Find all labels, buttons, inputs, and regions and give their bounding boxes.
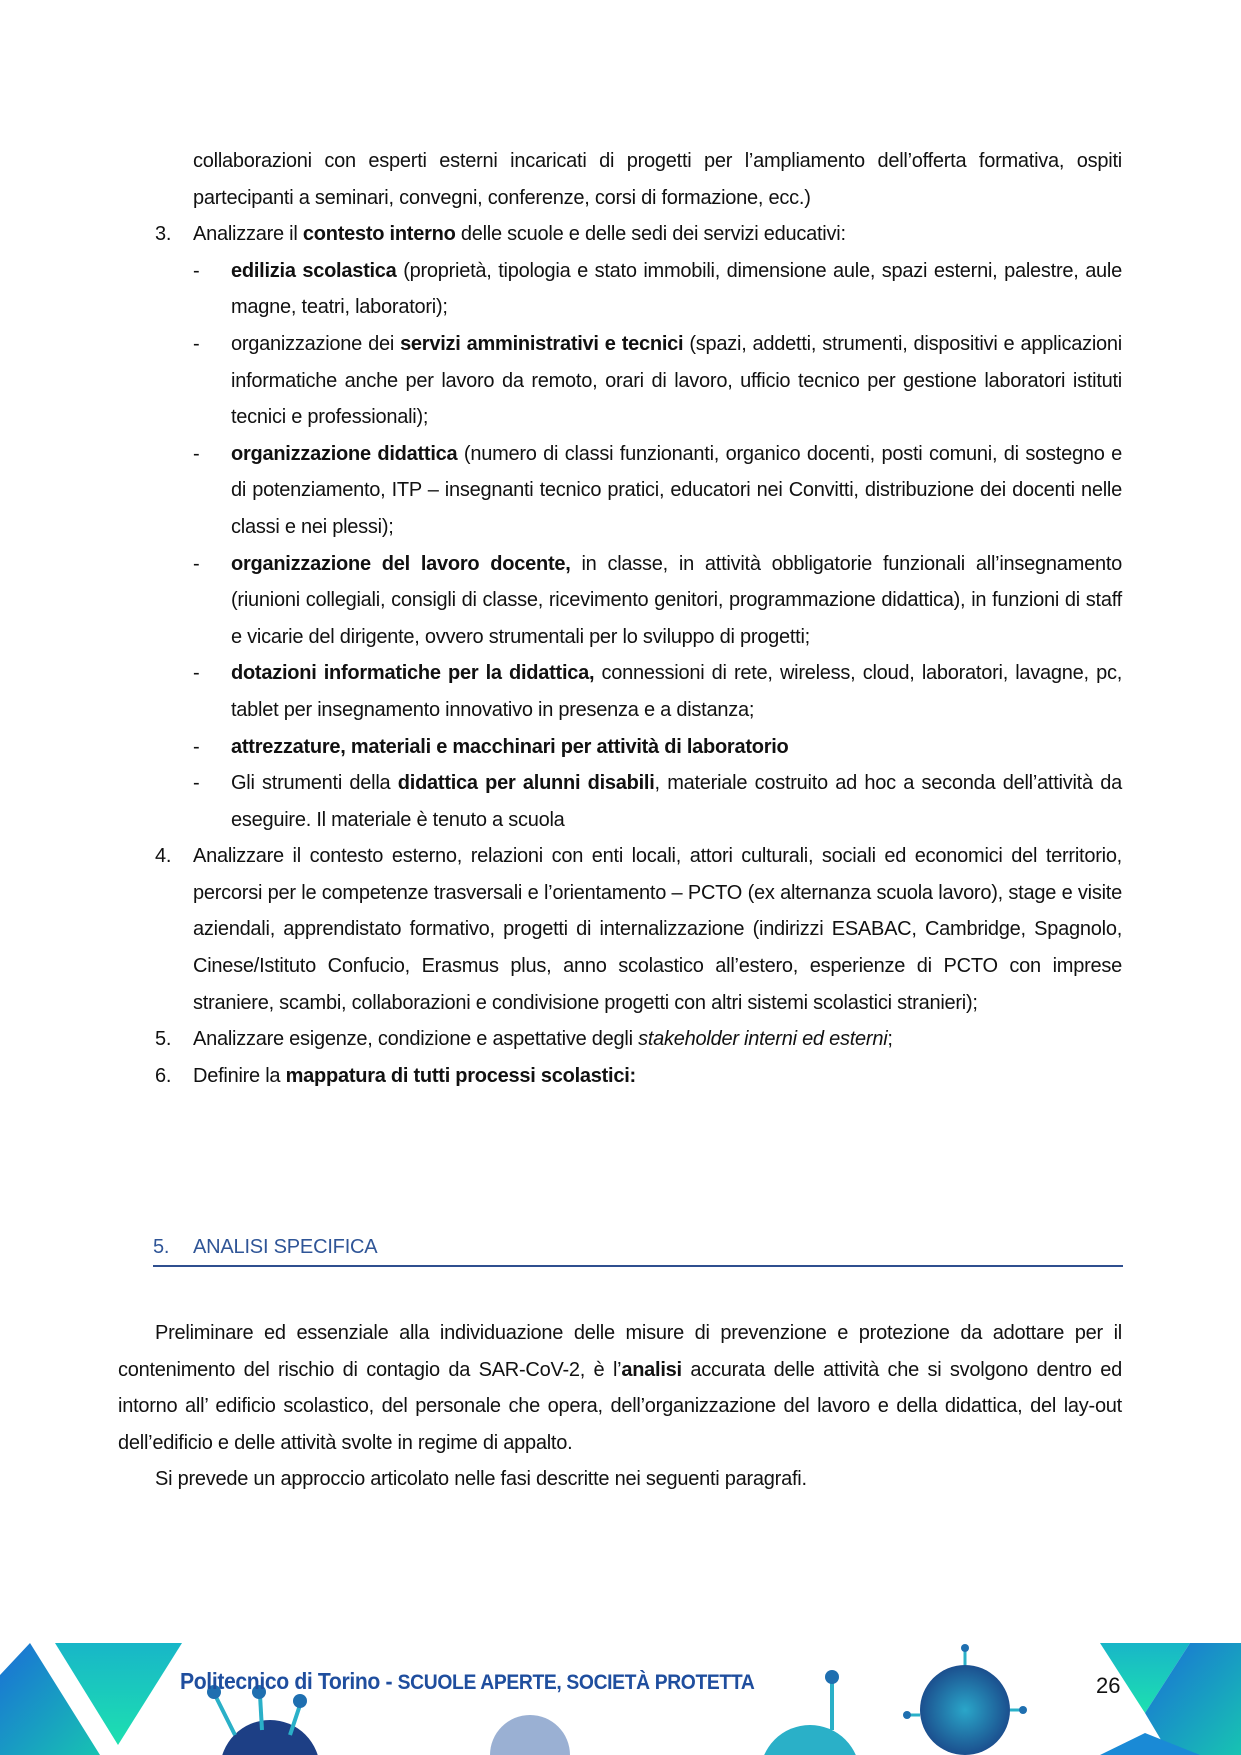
dash-marker: - xyxy=(193,735,200,758)
bullet-item: - edilizia scolastica (proprietà, tipologia e stato immobili, dimensione aule, spazi esterni, palestre, aule magne, teatri, laboratori); xyxy=(193,253,1122,326)
section-heading: 5. ANALISI SPECIFICA xyxy=(153,1236,1123,1267)
footer-title: Politecnico di Torino - SCUOLE APERTE, SOCIETÀ PROTETTA xyxy=(180,1668,755,1694)
list-item-3: 3. Analizzare il contesto interno delle scuole e delle sedi dei servizi educativi: xyxy=(118,216,1122,253)
dash-marker: - xyxy=(193,552,200,575)
virus-icon xyxy=(760,1644,1027,1755)
dash-marker: - xyxy=(193,772,200,795)
bullet-item: - organizzazione didattica (numero di classi funzionanti, organico docenti, posti comuni, di sostegno e di potenziamento, ITP – insegnanti tecnico pratici, educatori nei Convitti, distribuzione dei docenti nelle classi e nei plessi); xyxy=(193,436,1122,546)
paragraph: Si prevede un approccio articolato nelle fasi descritte nei seguenti paragrafi. xyxy=(155,1468,807,1491)
dash-marker: - xyxy=(193,259,200,282)
bullet-item: - attrezzature, materiali e macchinari per attività di laboratorio xyxy=(193,729,1122,766)
bullet-item: - dotazioni informatiche per la didattica, connessioni di rete, wireless, cloud, laboratori, lavagne, pc, tablet per insegnamento innovativo in presenza e a distanza; xyxy=(193,655,1122,728)
list-item-5: 5. Analizzare esigenze, condizione e aspettative degli stakeholder interni ed esterni; xyxy=(155,1028,893,1051)
document-body xyxy=(118,143,1122,1094)
dash-marker: - xyxy=(193,442,200,465)
page-footer xyxy=(0,1635,1241,1755)
dash-marker: - xyxy=(193,662,200,685)
triangle-decor xyxy=(0,1635,1241,1755)
section-body xyxy=(118,1315,1122,1498)
bullet-item: - organizzazione dei servizi amministrativi e tecnici (spazi, addetti, strumenti, dispositivi e applicazioni informatiche anche per lavoro da remoto, orari di lavoro, ufficio tecnico per gestione laboratori istituti tecnici e professionali); xyxy=(193,326,1122,436)
bullet-item: - Gli strumenti della didattica per alunni disabili, materiale costruito ad hoc a seconda dell’attività da eseguire. Il materiale è tenuto a scuola xyxy=(193,765,1122,838)
list-item-4: 4. Analizzare il contesto esterno, relazioni con enti locali, attori culturali, sociali ed economici del territorio, percorsi per le competenze trasversali e l’orientamento – PCTO (ex alternanza scuola lavoro), stage e visite aziendali, apprendistato formativo, progetti di internalizzazione (indirizzi ESABAC, Cambridge, Spagnolo, Cinese/Istituto Confucio, Erasmus plus, anno scolastico all’estero, esperienze di PCTO con imprese straniere, scambi, collaborazioni e condivisione progetti con altri sistemi scolastici stranieri); xyxy=(155,845,1122,1014)
list-number: 3. xyxy=(155,223,172,246)
intro-continuation: collaborazioni con esperti esterni incaricati di progetti per l’ampliamento dell’offerta formativa, ospiti partecipanti a seminari, convegni, conferenze, corsi di formazione, ecc.) xyxy=(193,150,1122,209)
paragraph: Preliminare ed essenziale alla individuazione delle misure di prevenzione e protezione da adottare per il contenimento del rischio di contagio da SAR-CoV-2, è l’analisi accurata delle attività che si svolgono dentro ed intorno all’ edificio scolastico, del personale che opera, dell’organizzazione del lavoro e della didattica, del lay-out dell’edificio e delle attività svolte in regime di appalto. xyxy=(118,1322,1122,1454)
bullet-item: - organizzazione del lavoro docente, in classe, in attività obbligatorie funzionali all’insegnamento (riunioni collegiali, consigli di classe, ricevimento genitori, programmazione didattica), in funzioni di staff e vicarie del dirigente, ovvero strumentali per lo sviluppo di progetti; xyxy=(193,546,1122,656)
bullet-list xyxy=(118,253,1122,839)
dash-marker: - xyxy=(193,332,200,355)
virus-icon xyxy=(207,1685,320,1755)
list-item-6: 6. Definire la mappatura di tutti processi scolastici: xyxy=(155,1064,636,1087)
virus-icon xyxy=(490,1715,570,1755)
page-number: 26 xyxy=(1096,1673,1121,1698)
